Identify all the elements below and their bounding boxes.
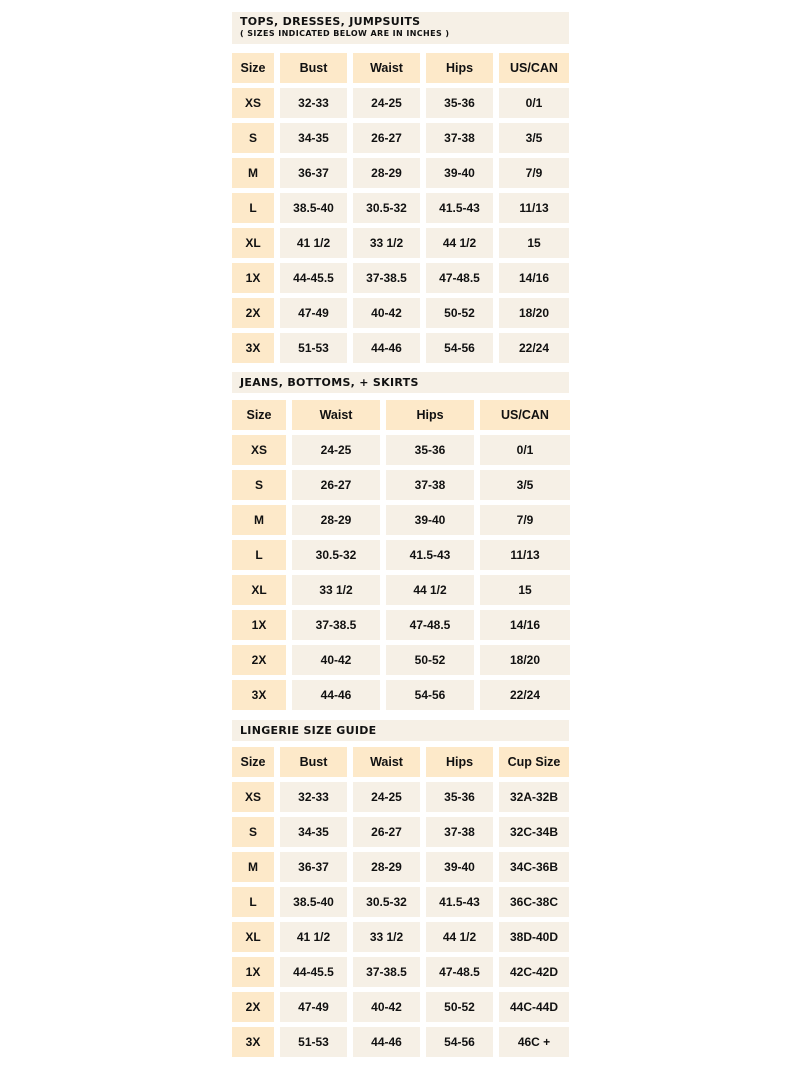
- table-cell: 7/9: [480, 505, 570, 535]
- table-cell: 18/20: [499, 298, 569, 328]
- size-label-cell: 1X: [232, 610, 286, 640]
- column-header: Waist: [353, 747, 420, 777]
- table-cell: 36-37: [280, 158, 347, 188]
- table-cell: 44 1/2: [426, 922, 493, 952]
- size-table-lingerie: [232, 747, 569, 1057]
- table-cell: 40-42: [353, 992, 420, 1022]
- table-cell: 47-48.5: [426, 957, 493, 987]
- column-header: Hips: [386, 400, 474, 430]
- table-cell: 42C-42D: [499, 957, 569, 987]
- table-cell: 40-42: [292, 645, 380, 675]
- table-cell: 41.5-43: [386, 540, 474, 570]
- size-label-cell: 3X: [232, 680, 286, 710]
- table-cell: 22/24: [499, 333, 569, 363]
- table-cell: 0/1: [499, 88, 569, 118]
- column-header: US/CAN: [480, 400, 570, 430]
- table-cell: 35-36: [426, 782, 493, 812]
- column-header: Size: [232, 400, 286, 430]
- table-cell: 37-38: [386, 470, 474, 500]
- table-cell: 41 1/2: [280, 922, 347, 952]
- table-cell: 18/20: [480, 645, 570, 675]
- size-label-cell: L: [232, 887, 274, 917]
- size-label-cell: 2X: [232, 298, 274, 328]
- table-cell: 44-45.5: [280, 957, 347, 987]
- size-label-cell: 1X: [232, 957, 274, 987]
- table-cell: 44-45.5: [280, 263, 347, 293]
- table-cell: 28-29: [292, 505, 380, 535]
- table-cell: 32-33: [280, 88, 347, 118]
- table-cell: 35-36: [386, 435, 474, 465]
- table-cell: 30.5-32: [353, 193, 420, 223]
- table-cell: 26-27: [353, 123, 420, 153]
- table-cell: 22/24: [480, 680, 570, 710]
- table-cell: 11/13: [480, 540, 570, 570]
- size-table-jeans: [232, 400, 569, 710]
- table-cell: 44C-44D: [499, 992, 569, 1022]
- table-cell: 32C-34B: [499, 817, 569, 847]
- table-cell: 41 1/2: [280, 228, 347, 258]
- table-cell: 37-38.5: [353, 957, 420, 987]
- table-cell: 40-42: [353, 298, 420, 328]
- table-cell: 38.5-40: [280, 193, 347, 223]
- size-label-cell: S: [232, 817, 274, 847]
- table-cell: 34C-36B: [499, 852, 569, 882]
- table-cell: 44-46: [353, 1027, 420, 1057]
- table-cell: 51-53: [280, 1027, 347, 1057]
- column-header: Bust: [280, 53, 347, 83]
- size-label-cell: XL: [232, 575, 286, 605]
- table-cell: 46C +: [499, 1027, 569, 1057]
- table-cell: 26-27: [353, 817, 420, 847]
- table-cell: 3/5: [480, 470, 570, 500]
- table-cell: 39-40: [426, 158, 493, 188]
- section-title-tops: [232, 12, 569, 44]
- size-label-cell: L: [232, 193, 274, 223]
- table-cell: 41.5-43: [426, 193, 493, 223]
- column-header: Size: [232, 747, 274, 777]
- size-label-cell: XS: [232, 435, 286, 465]
- table-cell: 54-56: [386, 680, 474, 710]
- table-cell: 15: [480, 575, 570, 605]
- table-cell: 0/1: [480, 435, 570, 465]
- column-header: Bust: [280, 747, 347, 777]
- size-label-cell: M: [232, 158, 274, 188]
- size-label-cell: XS: [232, 782, 274, 812]
- column-header: Cup Size: [499, 747, 569, 777]
- size-label-cell: L: [232, 540, 286, 570]
- size-label-cell: XL: [232, 922, 274, 952]
- size-label-cell: 2X: [232, 645, 286, 675]
- table-cell: 47-49: [280, 992, 347, 1022]
- section-title-jeans: [232, 372, 569, 393]
- table-cell: 36-37: [280, 852, 347, 882]
- table-cell: 33 1/2: [353, 228, 420, 258]
- table-cell: 44 1/2: [386, 575, 474, 605]
- column-header: Waist: [292, 400, 380, 430]
- section-title-text: LINGERIE SIZE GUIDE: [240, 724, 377, 737]
- size-table-tops: [232, 53, 569, 363]
- table-cell: 54-56: [426, 333, 493, 363]
- table-cell: 38.5-40: [280, 887, 347, 917]
- table-cell: 37-38.5: [353, 263, 420, 293]
- size-label-cell: S: [232, 470, 286, 500]
- table-cell: 11/13: [499, 193, 569, 223]
- table-cell: 47-48.5: [386, 610, 474, 640]
- size-label-cell: XL: [232, 228, 274, 258]
- table-cell: 44 1/2: [426, 228, 493, 258]
- section-title-text: TOPS, DRESSES, JUMPSUITS: [240, 15, 421, 28]
- table-cell: 50-52: [426, 992, 493, 1022]
- table-cell: 34-35: [280, 123, 347, 153]
- table-cell: 47-48.5: [426, 263, 493, 293]
- section-title-lingerie: [232, 720, 569, 741]
- section-title-text: JEANS, BOTTOMS, + SKIRTS: [240, 376, 419, 389]
- size-label-cell: M: [232, 852, 274, 882]
- table-cell: 33 1/2: [292, 575, 380, 605]
- table-cell: 26-27: [292, 470, 380, 500]
- table-cell: 24-25: [292, 435, 380, 465]
- column-header: US/CAN: [499, 53, 569, 83]
- table-cell: 36C-38C: [499, 887, 569, 917]
- table-cell: 47-49: [280, 298, 347, 328]
- table-cell: 37-38: [426, 123, 493, 153]
- column-header: Waist: [353, 53, 420, 83]
- table-cell: 28-29: [353, 852, 420, 882]
- table-cell: 51-53: [280, 333, 347, 363]
- table-cell: 35-36: [426, 88, 493, 118]
- column-header: Size: [232, 53, 274, 83]
- table-cell: 14/16: [499, 263, 569, 293]
- table-cell: 24-25: [353, 88, 420, 118]
- table-cell: 41.5-43: [426, 887, 493, 917]
- table-cell: 37-38: [426, 817, 493, 847]
- table-cell: 38D-40D: [499, 922, 569, 952]
- table-cell: 14/16: [480, 610, 570, 640]
- size-label-cell: 1X: [232, 263, 274, 293]
- size-label-cell: M: [232, 505, 286, 535]
- section-subtitle-text: ( SIZES INDICATED BELOW ARE IN INCHES ): [240, 29, 450, 38]
- column-header: Hips: [426, 747, 493, 777]
- table-cell: 39-40: [386, 505, 474, 535]
- table-cell: 30.5-32: [353, 887, 420, 917]
- table-cell: 37-38.5: [292, 610, 380, 640]
- size-label-cell: 2X: [232, 992, 274, 1022]
- table-cell: 15: [499, 228, 569, 258]
- table-cell: 50-52: [426, 298, 493, 328]
- table-cell: 33 1/2: [353, 922, 420, 952]
- table-cell: 54-56: [426, 1027, 493, 1057]
- table-cell: 32-33: [280, 782, 347, 812]
- size-label-cell: 3X: [232, 1027, 274, 1057]
- table-cell: 24-25: [353, 782, 420, 812]
- size-label-cell: S: [232, 123, 274, 153]
- table-cell: 44-46: [353, 333, 420, 363]
- table-cell: 50-52: [386, 645, 474, 675]
- table-cell: 39-40: [426, 852, 493, 882]
- table-cell: 32A-32B: [499, 782, 569, 812]
- size-label-cell: 3X: [232, 333, 274, 363]
- table-cell: 44-46: [292, 680, 380, 710]
- column-header: Hips: [426, 53, 493, 83]
- size-label-cell: XS: [232, 88, 274, 118]
- table-cell: 7/9: [499, 158, 569, 188]
- table-cell: 30.5-32: [292, 540, 380, 570]
- table-cell: 34-35: [280, 817, 347, 847]
- table-cell: 28-29: [353, 158, 420, 188]
- table-cell: 3/5: [499, 123, 569, 153]
